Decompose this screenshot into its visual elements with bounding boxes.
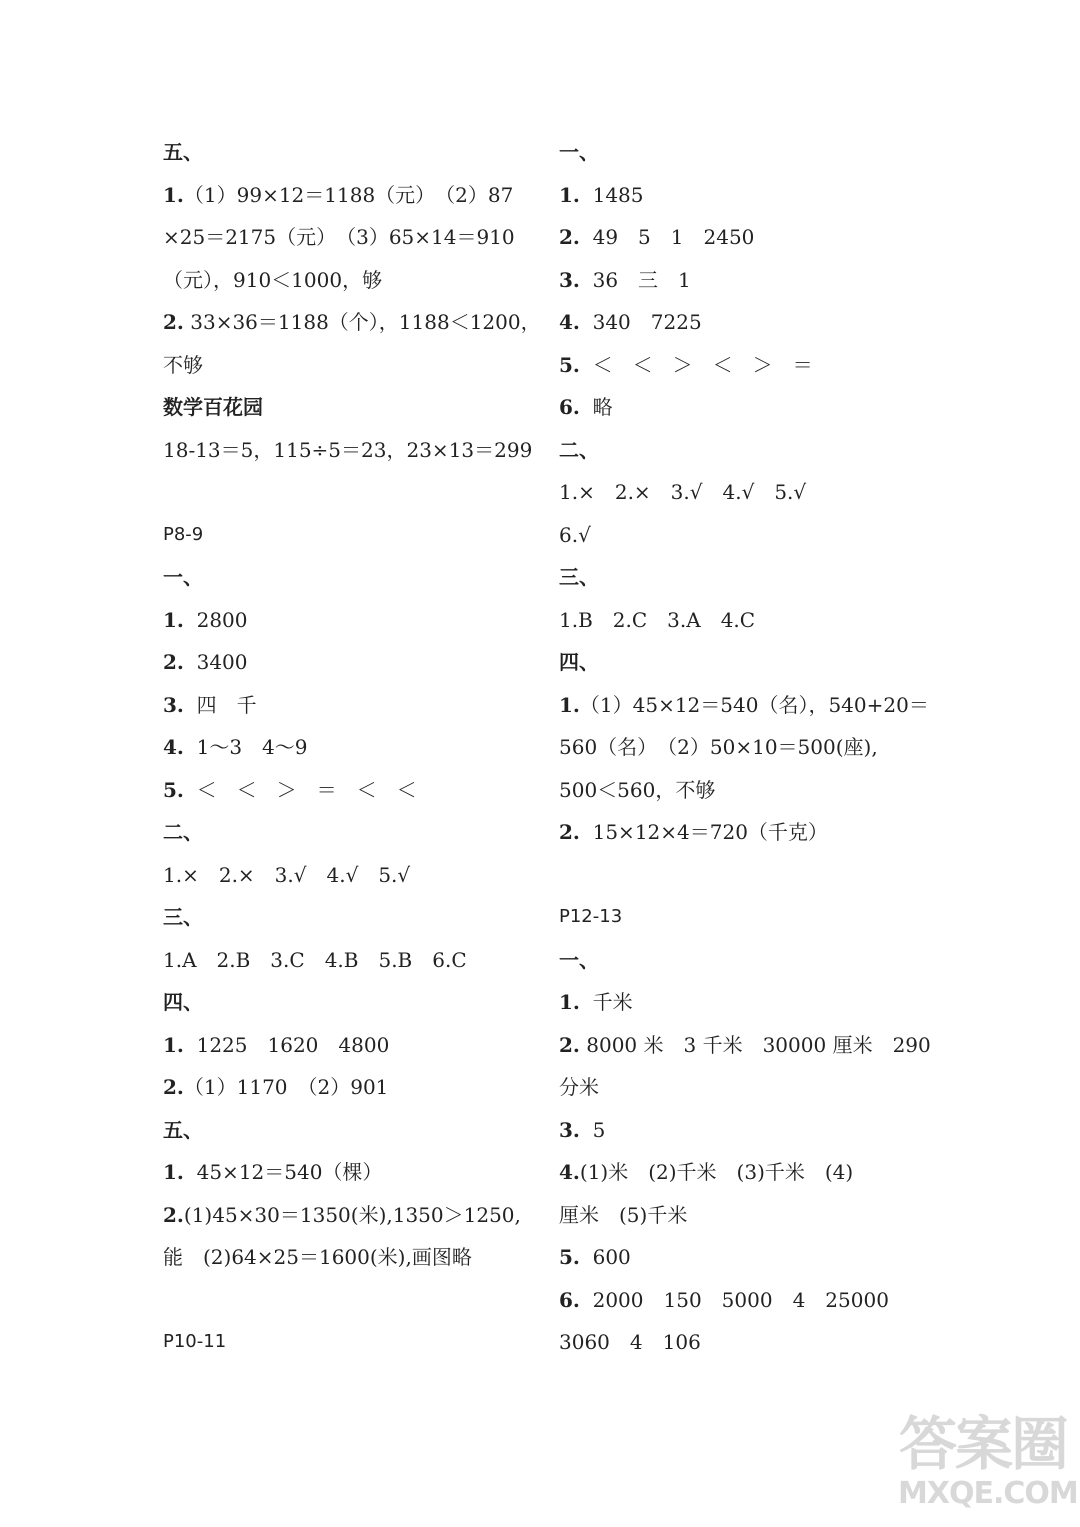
answer-text: 四 千 bbox=[183, 692, 257, 717]
item-number: 2. bbox=[163, 310, 184, 334]
item-number: 3. bbox=[163, 692, 184, 717]
answer-text: 560（名） （2）50×10＝500(座), bbox=[559, 735, 878, 759]
page-reference: P12-13 bbox=[559, 906, 623, 927]
answer-line bbox=[163, 1066, 535, 1109]
item-number: 1. bbox=[163, 182, 184, 207]
answer-text: 340 7225 bbox=[579, 310, 702, 334]
answer-line bbox=[163, 1194, 535, 1237]
answer-line bbox=[559, 1066, 929, 1109]
answer-line bbox=[559, 1024, 929, 1067]
answer-text: ＜ ＜ ＞ ＜ ＞ ＝ bbox=[579, 352, 813, 377]
answer-text: 15×12×4＝720（千克） bbox=[579, 820, 828, 844]
section-heading: 二、 bbox=[559, 437, 599, 462]
answer-text: 49 5 1 2450 bbox=[579, 225, 755, 249]
item-number: 4. bbox=[163, 735, 184, 759]
answer-text: (1)45×30＝1350(米),1350＞1250, bbox=[183, 1202, 521, 1227]
answer-text: 45×12＝540（棵） bbox=[183, 1160, 383, 1184]
answer-line bbox=[559, 1194, 929, 1237]
item-number: 1. bbox=[163, 1160, 184, 1184]
watermark-bottom-text: MXQE.COM bbox=[898, 1476, 1078, 1511]
answer-line bbox=[559, 1321, 929, 1364]
answer-line: 1.A 2.B 3.C 4.B 5.B 6.C bbox=[163, 947, 467, 972]
answer-line bbox=[163, 1236, 535, 1279]
answer-text: 2000 150 5000 4 25000 bbox=[579, 1287, 889, 1312]
item-number: 3. bbox=[559, 267, 580, 292]
answer-line bbox=[559, 301, 929, 344]
item-number: 5. bbox=[559, 1245, 580, 1269]
answer-text: 不够 bbox=[163, 352, 203, 377]
answer-line bbox=[559, 174, 929, 217]
answer-line: 6.√ bbox=[559, 522, 591, 547]
answer-text: 千米 bbox=[579, 990, 633, 1014]
item-number: 1. bbox=[559, 182, 580, 207]
item-number: 2. bbox=[163, 650, 184, 674]
item-number: 2. bbox=[559, 225, 580, 249]
answer-text: 5 bbox=[579, 1117, 606, 1142]
item-number: 2. bbox=[163, 1075, 184, 1099]
answer-line bbox=[163, 641, 535, 684]
item-number: 3. bbox=[559, 1117, 580, 1142]
item-number: 1. bbox=[559, 990, 580, 1014]
answer-line bbox=[559, 769, 929, 812]
answer-text: 厘米 (5)千米 bbox=[559, 1202, 688, 1227]
answer-text: （1）45×12＝540（名），540+20＝ bbox=[579, 692, 929, 717]
answer-line bbox=[559, 684, 929, 727]
item-number: 4. bbox=[559, 1160, 580, 1184]
answer-line: 1.× 2.× 3.√ 4.√ 5.√ bbox=[163, 862, 411, 887]
answer-line bbox=[559, 726, 929, 769]
answer-line bbox=[559, 1279, 929, 1322]
answer-line bbox=[559, 216, 929, 259]
section-heading: 数学百花园 bbox=[163, 395, 263, 419]
item-number: 5. bbox=[163, 777, 184, 802]
section-heading: 三、 bbox=[163, 905, 203, 929]
answer-text: 3400 bbox=[183, 650, 248, 674]
section-heading: 四、 bbox=[163, 990, 203, 1014]
item-number: 5. bbox=[559, 352, 580, 377]
section-heading: 五、 bbox=[163, 1117, 203, 1142]
answer-text: 1～3 4～9 bbox=[183, 735, 308, 759]
answer-text: 33×36＝1188（个），1188＜1200， bbox=[183, 310, 541, 334]
answer-line bbox=[163, 259, 535, 302]
answer-text: 略 bbox=[579, 395, 613, 419]
answer-text: 8000 米 3 千米 30000 厘米 290 bbox=[579, 1032, 931, 1057]
answer-text: （1）99×12＝1188（元） （2）87 bbox=[183, 182, 514, 207]
answer-line bbox=[163, 599, 535, 642]
item-number: 6. bbox=[559, 1287, 580, 1312]
answer-line bbox=[559, 1109, 929, 1152]
answer-text: （1）1170 （2）901 bbox=[183, 1075, 389, 1099]
answer-text: 500＜560，不够 bbox=[559, 777, 716, 802]
page-reference: P8-9 bbox=[163, 523, 204, 545]
answer-text: 2800 bbox=[183, 607, 248, 632]
answer-text: (1)米 (2)千米 (3)千米 (4) bbox=[579, 1160, 854, 1184]
section-heading: 一、 bbox=[163, 565, 203, 589]
answer-line bbox=[559, 386, 929, 429]
answer-text: （元），910＜1000，够 bbox=[163, 267, 383, 292]
answer-line bbox=[559, 1151, 929, 1194]
answer-text: 能 (2)64×25＝1600(米),画图略 bbox=[163, 1245, 472, 1269]
answer-line bbox=[163, 344, 535, 387]
answer-line bbox=[559, 981, 929, 1024]
answer-text: 600 bbox=[579, 1245, 631, 1269]
answer-line bbox=[163, 769, 535, 812]
answer-text: 36 三 1 bbox=[579, 267, 691, 292]
watermark-logo bbox=[898, 1410, 1078, 1521]
answer-text: 分米 bbox=[559, 1075, 599, 1099]
answer-line: 1.B 2.C 3.A 4.C bbox=[559, 607, 756, 632]
item-number: 6. bbox=[559, 395, 580, 419]
item-number: 1. bbox=[559, 692, 580, 717]
item-number: 2. bbox=[559, 820, 580, 844]
answer-line bbox=[163, 1024, 535, 1067]
answer-line bbox=[559, 811, 929, 854]
answer-line bbox=[163, 301, 541, 344]
item-number: 1. bbox=[163, 1032, 184, 1057]
answer-text: 1225 1620 4800 bbox=[183, 1032, 390, 1057]
answer-line bbox=[163, 216, 535, 259]
item-number: 4. bbox=[559, 310, 580, 334]
section-heading: 三、 bbox=[559, 565, 599, 589]
answer-line: 18-13＝5，115÷5＝23，23×13＝299 bbox=[163, 437, 533, 462]
answer-text: 1485 bbox=[579, 182, 644, 207]
answer-text: ＜ ＜ ＞ ＝ ＜ ＜ bbox=[183, 777, 417, 802]
section-heading: 一、 bbox=[559, 947, 599, 972]
answer-text: 3060 4 106 bbox=[559, 1330, 701, 1354]
page-reference: P10-11 bbox=[163, 1331, 227, 1352]
answer-line bbox=[559, 1236, 929, 1279]
section-heading: 四、 bbox=[559, 650, 599, 674]
answer-line bbox=[559, 259, 929, 302]
answer-line bbox=[163, 684, 535, 727]
right-column bbox=[559, 131, 929, 1364]
item-number: 2. bbox=[163, 1202, 184, 1227]
item-number: 1. bbox=[163, 607, 184, 632]
section-heading: 五、 bbox=[163, 140, 203, 164]
answer-line bbox=[163, 174, 535, 217]
answer-line bbox=[559, 344, 929, 387]
answer-line bbox=[163, 1151, 535, 1194]
item-number: 2. bbox=[559, 1032, 580, 1057]
answer-line: 1.× 2.× 3.√ 4.√ 5.√ bbox=[559, 480, 807, 504]
watermark-top-text: 答案圈 bbox=[898, 1410, 1067, 1478]
section-heading: 一、 bbox=[559, 140, 599, 164]
answer-text: ×25＝2175（元） （3）65×14＝910 bbox=[163, 225, 515, 249]
answer-line bbox=[163, 726, 535, 769]
left-column bbox=[163, 131, 541, 1364]
section-heading: 二、 bbox=[163, 820, 203, 844]
